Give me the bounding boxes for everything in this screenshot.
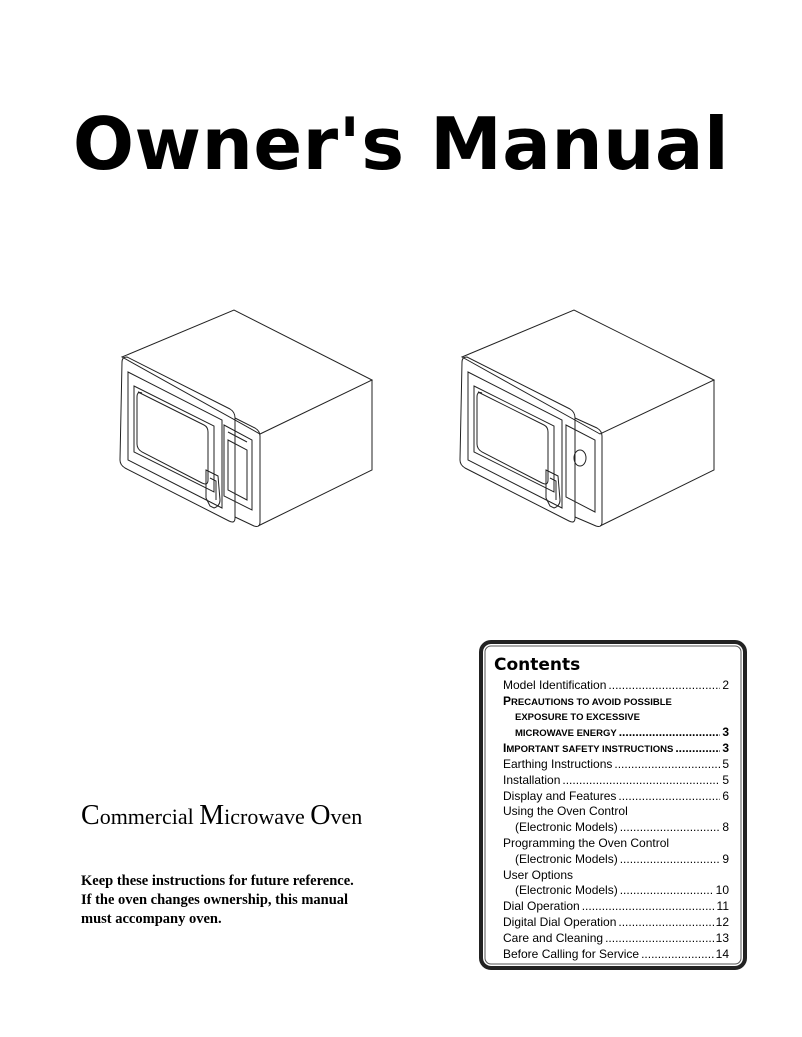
toc-label: Display and Features (503, 788, 617, 803)
keep-line-2: If the oven changes ownership, this manual (81, 892, 349, 908)
microwave-oven-right (460, 310, 714, 527)
table-of-contents (503, 678, 729, 962)
contents-heading: Contents (494, 655, 581, 675)
toc-entry-precautions-line-3[interactable] (503, 725, 729, 741)
toc-label: MPORTANT SAFETY INSTRUCTIONS (506, 744, 674, 756)
toc-entry-dial-operation[interactable] (503, 899, 729, 915)
keep-line-1: Keep these instructions for future reference. (81, 873, 354, 889)
product-name-cap-3: O (310, 800, 331, 831)
toc-label: Model Identification (503, 678, 607, 692)
toc-page: 5 (722, 756, 729, 771)
toc-label: Digital Dial Operation (503, 914, 617, 929)
toc-page: 14 (715, 946, 729, 961)
toc-page: 11 (716, 899, 729, 914)
toc-label: Programming the Oven Control (503, 835, 670, 850)
toc-label-cap: P (503, 693, 512, 708)
toc-label: (Electronic Models) (515, 883, 618, 898)
product-name-rest-3: ven (330, 804, 363, 829)
toc-label: Before Calling for Service (503, 946, 640, 961)
toc-page: 3 (722, 725, 729, 740)
toc-page: 5 (722, 772, 729, 787)
toc-label: Installation (503, 772, 561, 787)
toc-page: 13 (715, 930, 729, 945)
product-name (81, 800, 362, 832)
toc-label-cap: I (503, 741, 507, 756)
toc-entry-important-safety[interactable] (503, 741, 729, 757)
contents-box (479, 640, 747, 970)
toc-entry-using-control-line-1[interactable] (503, 804, 729, 820)
toc-entry-precautions-line-1[interactable] (503, 694, 729, 710)
product-name-rest-2: icrowave (224, 804, 305, 829)
toc-entry-precautions-line-2[interactable] (503, 710, 729, 726)
toc-entry-programming-line-2[interactable] (503, 852, 729, 868)
toc-page: 9 (722, 851, 729, 866)
toc-label: Care and Cleaning (503, 930, 604, 945)
toc-page: 6 (722, 788, 729, 803)
toc-label: (Electronic Models) (515, 851, 618, 866)
product-name-rest-1: ommercial (99, 804, 194, 829)
toc-label: MICROWAVE ENERGY (515, 728, 617, 740)
manual-title: Owner's Manual (72, 102, 730, 186)
toc-entry-programming-line-1[interactable] (503, 836, 729, 852)
product-name-cap-2: M (199, 800, 225, 831)
toc-label: (Electronic Models) (515, 820, 618, 835)
microwave-oven-left (120, 310, 372, 527)
toc-label: RECAUTIONS TO AVOID POSSIBLE (511, 696, 672, 708)
keep-instructions-note (81, 872, 401, 929)
toc-entry-care-cleaning[interactable] (503, 931, 729, 947)
keep-line-3: must accompany oven. (81, 911, 222, 927)
microwave-illustrations (0, 290, 802, 550)
toc-entry-installation[interactable] (503, 773, 729, 789)
toc-label: Earthing Instructions (503, 756, 613, 771)
toc-page: 3 (722, 741, 729, 756)
toc-entry-digital-dial[interactable] (503, 915, 729, 931)
toc-page: 8 (722, 820, 729, 835)
toc-page: 10 (715, 883, 729, 898)
product-name-cap-1: C (81, 800, 100, 831)
toc-entry-model-identification[interactable] (503, 678, 729, 694)
toc-page: 12 (715, 914, 729, 929)
toc-label: User Options (503, 867, 574, 882)
toc-label: EXPOSURE TO EXCESSIVE (515, 711, 640, 723)
toc-page: 2 (722, 678, 729, 692)
toc-entry-display-features[interactable] (503, 789, 729, 805)
toc-entry-user-options-line-1[interactable] (503, 868, 729, 884)
toc-entry-user-options-line-2[interactable] (503, 883, 729, 899)
toc-label: Using the Oven Control (503, 804, 628, 819)
toc-entry-earthing[interactable] (503, 757, 729, 773)
toc-entry-before-calling[interactable] (503, 947, 729, 963)
toc-entry-using-control-line-2[interactable] (503, 820, 729, 836)
toc-label: Dial Operation (503, 899, 580, 914)
